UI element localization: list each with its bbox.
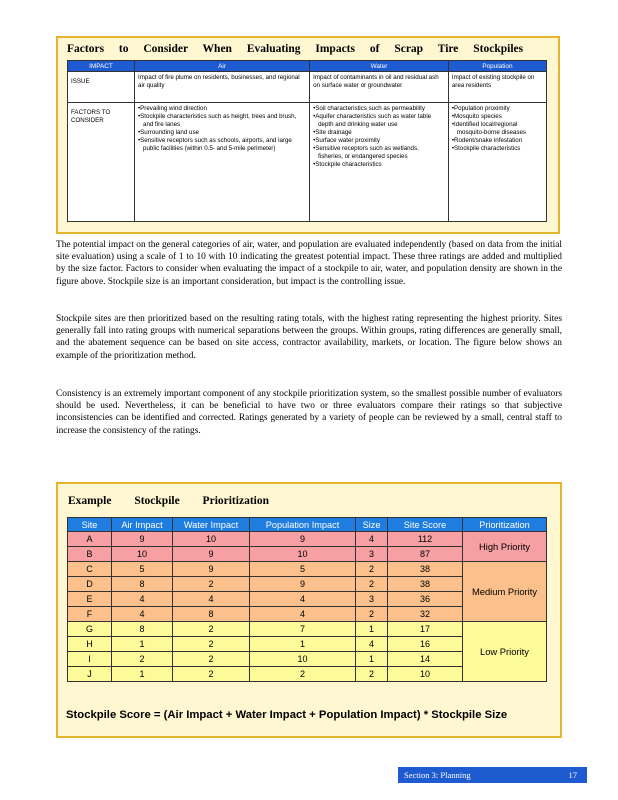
table-cell: 3 [356,592,388,607]
table-cell: 2 [173,667,250,682]
table-cell: 14 [388,652,463,667]
col-water: Water [310,61,449,72]
table-cell: 2 [173,577,250,592]
table-cell: 2 [250,667,356,682]
factor-item: • Rodent/snake infestation [452,137,543,145]
table-cell: 10 [112,547,173,562]
table-cell: 10 [250,652,356,667]
table-cell: 4 [112,592,173,607]
score-formula: Stockpile Score = (Air Impact + Water Impact + Population Impact) * Stockpile Size [66,709,508,721]
factors-population-list [452,105,543,153]
col-prioritization: Prioritization [463,518,547,532]
col-impact: IMPACT [68,61,135,72]
table-cell: 2 [112,652,173,667]
col-air: Air [135,61,310,72]
table-cell: 2 [356,607,388,622]
table-cell: I [68,652,112,667]
factor-item: • Mosquito species [452,113,543,121]
table-row [68,532,547,547]
table-cell: E [68,592,112,607]
factor-item: • Soil characteristics such as permeability [313,105,445,113]
factor-item: • Prevailing wind direction [138,105,306,113]
factor-item: • Identified local/regional mosquito-borne diseases [452,121,543,137]
table-cell: 2 [173,622,250,637]
table-cell: 2 [173,652,250,667]
table-cell: 8 [112,577,173,592]
table-cell: 9 [112,532,173,547]
factor-item: • Surface water proximity [313,137,445,145]
col-water-impact: Water Impact [173,518,250,532]
issue-population: Impact of existing stockpile on area residents [448,72,546,103]
issue-water: Impact of contaminants in oil and residual ash on surface water or groundwater [310,72,449,103]
footer-section: Section 3: Planning [404,770,471,780]
table-cell: G [68,622,112,637]
table-cell: F [68,607,112,622]
table-cell: 1 [112,667,173,682]
table-cell: 38 [388,577,463,592]
table-cell: 9 [173,562,250,577]
paragraph-prioritize: Stockpile sites are then prioritized based on the resulting rating totals, with the highest rating representing the highest priority. Sites generally fall into rating groups with numerical separations between the groups. Within groups, rating differences are generally small, and the abatement sequence can be based on site access, contractor availability, markets, or location. The figure below shows an example of the prioritization method. [56,314,562,361]
table-cell: 4 [250,607,356,622]
table-cell: 5 [112,562,173,577]
factors-air-list [138,105,306,153]
factor-item: • Stockpile characteristics [452,145,543,153]
table-cell: 1 [356,652,388,667]
page-footer [398,767,587,783]
factors-water-list [313,105,445,169]
factor-item: • Surrounding land use [138,129,306,137]
table-cell: 7 [250,622,356,637]
col-population-impact: Population Impact [250,518,356,532]
issue-air: Impact of fire plume on residents, businesses, and regional air quality [135,72,310,103]
table-cell: C [68,562,112,577]
factor-item: • Sensitive receptors such as schools, airports, and large public facilities (within 0.5- and 5-mile perimeter) [138,137,306,153]
col-population: Population [448,61,546,72]
table-cell: H [68,637,112,652]
table-cell: 87 [388,547,463,562]
table-cell: 4 [356,637,388,652]
table-cell: 112 [388,532,463,547]
table-cell: 32 [388,607,463,622]
priority-group: Medium Priority [463,562,547,622]
factor-item: • Site drainage [313,129,445,137]
table-cell: 10 [388,667,463,682]
table-cell: 36 [388,592,463,607]
table-cell: 2 [356,562,388,577]
factors-table [67,60,547,222]
factor-item: • Sensitive receptors such as wetlands, fisheries, or endangered species [313,145,445,161]
priority-group: Low Priority [463,622,547,682]
factor-item: • Aquifer characteristics such as water table depth and drinking water use [313,113,445,129]
example-title: Example Stockpile Prioritization [68,495,269,507]
priority-group: High Priority [463,532,547,562]
factor-item: • Population proximity [452,105,543,113]
table-cell: 8 [112,622,173,637]
prioritization-table [67,517,547,682]
table-cell: 4 [173,592,250,607]
example-figure [56,482,562,738]
table-cell: 2 [356,577,388,592]
table-row [68,622,547,637]
table-cell: 2 [356,667,388,682]
table-cell: D [68,577,112,592]
table-cell: 8 [173,607,250,622]
table-cell: 3 [356,547,388,562]
table-cell: 10 [250,547,356,562]
col-size: Size [356,518,388,532]
factors-title: Factors to Consider When Evaluating Impacts of Scrap Tire Stockpiles [67,43,524,55]
table-row [68,562,547,577]
table-cell: 9 [250,577,356,592]
table-cell: A [68,532,112,547]
table-cell: 1 [356,622,388,637]
table-cell: 10 [173,532,250,547]
table-cell: 16 [388,637,463,652]
table-cell: 4 [356,532,388,547]
table-cell: 4 [112,607,173,622]
table-cell: J [68,667,112,682]
table-cell: 1 [250,637,356,652]
table-cell: 17 [388,622,463,637]
paragraph-consistency: Consistency is an extremely important component of any stockpile prioritization system, so the smallest possible number of evaluators should be used. Nevertheless, it can be beneficial to have two or three evaluators compare their ratings so that subjective inconsistencies can be identified and corrected. Ratings generated by a variety of people can be reviewed by a small, central staff to increase the consistency of the ratings. [56,389,562,436]
factor-item: • Stockpile characteristics [313,161,445,169]
page-number: 17 [568,770,577,780]
table-cell: 5 [250,562,356,577]
col-air-impact: Air Impact [112,518,173,532]
table-cell: 1 [112,637,173,652]
table-cell: B [68,547,112,562]
table-cell: 9 [173,547,250,562]
col-site: Site [68,518,112,532]
paragraph-impact: The potential impact on the general categories of air, water, and population are evaluated independently (based on data from the initial site evaluation) using a scale of 1 to 10 with 10 indicating the greatest potential impact. These three ratings are added and multiplied by the size factor. Factors to consider when evaluating the impact of a stockpile to air, water, and population density are shown in the figure above. Stockpile size is an important consideration, but impact is the controlling issue. [56,240,562,287]
table-cell: 2 [173,637,250,652]
table-cell: 38 [388,562,463,577]
factors-figure [56,36,560,234]
factor-item: • Stockpile characteristics such as height, trees and brush, and fire lanes [138,113,306,129]
table-cell: 9 [250,532,356,547]
table-cell: 4 [250,592,356,607]
col-site-score: Site Score [388,518,463,532]
row-issue-label: ISSUE [68,72,135,103]
row-factors-label: FACTORS TO CONSIDER [68,103,135,222]
